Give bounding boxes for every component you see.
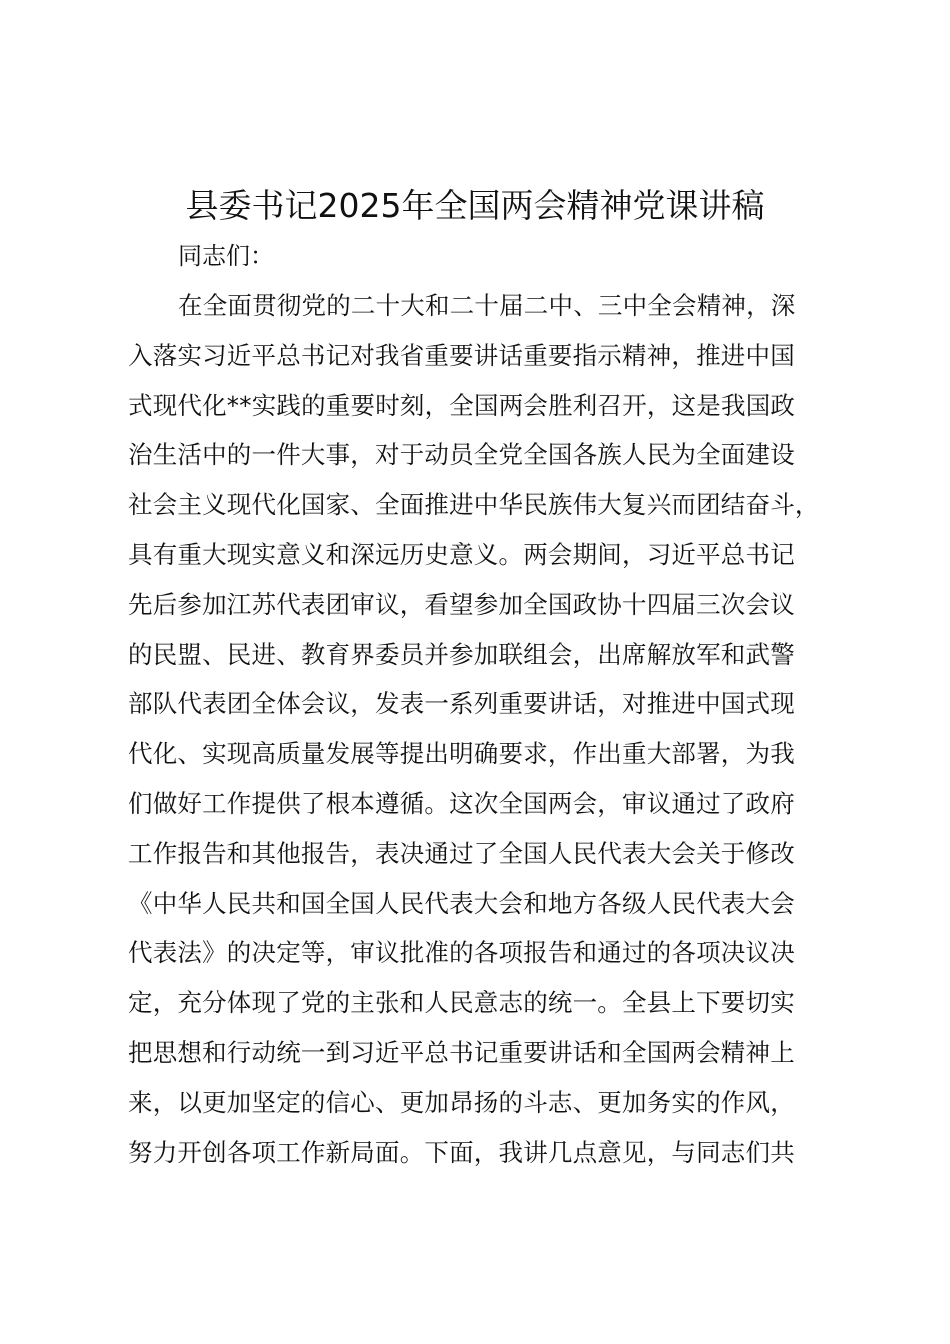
text-line: 来，以更加坚定的信心、更加昂扬的斗志、更加务实的作风， — [128, 1087, 795, 1117]
text-line: 努力开创各项工作新局面。下面，我讲几点意见，与同志们共 — [128, 1137, 795, 1167]
text-line: 部队代表团全体会议，发表一系列重要讲话，对推进中国式现 — [128, 689, 795, 719]
text-line: 具有重大现实意义和深远历史意义。两会期间，习近平总书记 — [128, 539, 795, 569]
text-line: 代化、实现高质量发展等提出明确要求，作出重大部署，为我 — [128, 739, 795, 769]
text-line: 在全面贯彻党的二十大和二十届二中、三中全会精神，深 — [178, 291, 796, 320]
text-line: 入落实习近平总书记对我省重要讲话重要指示精神，推进中国 — [128, 340, 795, 370]
text-line: 式现代化**实践的重要时刻，全国两会胜利召开，这是我国政 — [128, 390, 796, 420]
document-title: 县委书记2025年全国两会精神党课讲稿 — [185, 186, 765, 225]
text-line: 社会主义现代化国家、全面推进中华民族伟大复兴而团结奋斗， — [128, 490, 820, 520]
salutation: 同志们： — [178, 242, 274, 270]
text-line: 把思想和行动统一到习近平总书记重要讲话和全国两会精神上 — [128, 1037, 795, 1067]
body-paragraph — [128, 286, 868, 1182]
text-line: 《中华人民共和国全国人民代表大会和地方各级人民代表大会 — [128, 888, 795, 918]
text-line: 先后参加江苏代表团审议，看望参加全国政协十四届三次会议 — [128, 589, 795, 619]
text-line: 定，充分体现了党的主张和人民意志的统一。全县上下要切实 — [128, 988, 795, 1018]
text-line: 治生活中的一件大事，对于动员全党全国各族人民为全面建设 — [128, 440, 795, 470]
text-line: 工作报告和其他报告，表决通过了全国人民代表大会关于修改 — [128, 838, 795, 868]
text-line: 们做好工作提供了根本遵循。这次全国两会，审议通过了政府 — [128, 788, 795, 818]
text-line: 代表法》的决定等，审议批准的各项报告和通过的各项决议决 — [128, 938, 795, 968]
text-line: 的民盟、民进、教育界委员并参加联组会，出席解放军和武警 — [128, 639, 795, 669]
